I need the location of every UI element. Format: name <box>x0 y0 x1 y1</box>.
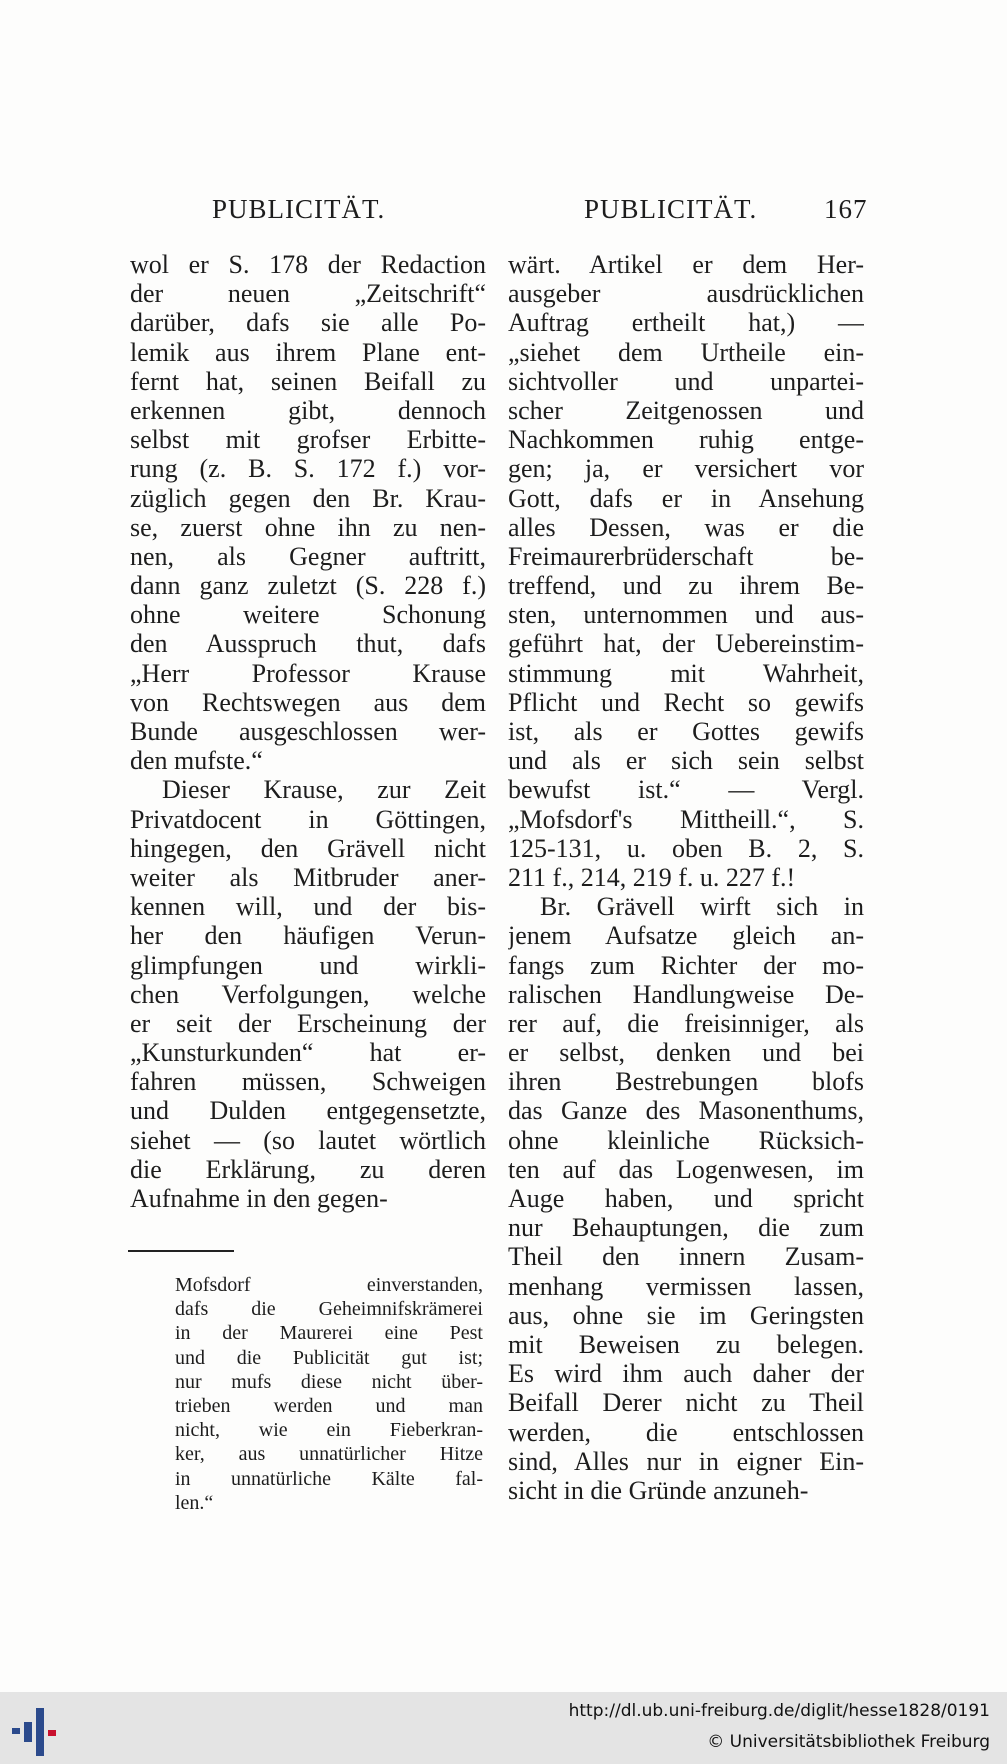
text-line: sten, unternommen und aus- <box>508 600 864 630</box>
text-line: den Ausspruch thut, dafs <box>130 629 486 659</box>
text-line: ohne weitere Schonung <box>130 600 486 630</box>
text-line: Privatdocent in Göttingen, <box>130 804 486 834</box>
header-right-title: PUBLICITÄT. <box>584 194 758 224</box>
text-line: ker, aus unnatürlicher Hitze <box>175 1443 483 1466</box>
text-line: geführt hat, der Uebereinstim- <box>508 629 864 659</box>
text-line: nen, als Gegner auftritt, <box>130 541 486 571</box>
left-column <box>130 250 486 1213</box>
text-line: das Ganze des Masonenthums, <box>508 1096 864 1126</box>
text-line: Bunde ausgeschlossen wer- <box>130 717 486 746</box>
text-line: dann ganz zuletzt (S. 228 f.) <box>130 571 486 601</box>
text-line: sicht in die Gründe anzuneh- <box>508 1475 809 1505</box>
text-line: dafs die Geheimnifskrämerei <box>175 1298 483 1321</box>
text-line: ohne kleinliche Rücksich- <box>508 1125 864 1155</box>
right-column <box>508 250 864 1505</box>
text-line: treffend, und zu ihrem Be- <box>508 571 864 601</box>
text-line: züglich gegen den Br. Krau- <box>130 483 486 513</box>
footnote-rule <box>128 1250 234 1252</box>
text-line: hingegen, den Grävell nicht <box>130 833 486 863</box>
text-line: her den häufigen Verun- <box>130 921 486 951</box>
text-line: wärt. Artikel er dem Her- <box>508 250 864 279</box>
text-line: sichtvoller und unpartei- <box>508 366 864 396</box>
text-line: chen Verfolgungen, welche <box>130 979 486 1009</box>
text-line: siehet — (so lautet wörtlich <box>130 1125 486 1155</box>
text-line: rer auf, die freisinniger, als <box>508 1008 864 1038</box>
text-line: den mufste.“ <box>130 746 263 776</box>
header-left-title: PUBLICITÄT. <box>212 194 386 224</box>
text-line: Es wird ihm auch daher der <box>508 1359 864 1389</box>
text-line: nur mufs diese nicht über- <box>175 1370 483 1393</box>
text-line: Auftrag ertheilt hat,) — <box>508 308 864 338</box>
text-line: nicht, wie ein Fieberkran- <box>175 1419 483 1442</box>
text-line: nur Behauptungen, die zum <box>508 1213 864 1243</box>
text-line: in der Maurerei eine Pest <box>175 1322 483 1345</box>
text-line: ist, als er Gottes gewifs <box>508 717 864 746</box>
text-line: fahren müssen, Schweigen <box>130 1067 486 1097</box>
page-url[interactable]: http://dl.ub.uni-freiburg.de/diglit/hesse1828/0191 <box>568 1701 990 1721</box>
text-line: „Kunsturkunden“ hat er- <box>130 1038 486 1068</box>
text-line: se, zuerst ohne ihn zu nen- <box>130 512 486 542</box>
copyright-text: © Universitätsbibliothek Freiburg <box>707 1732 990 1752</box>
text-line: der neuen „Zeitschrift“ <box>130 279 486 309</box>
page-number: 167 <box>824 194 868 224</box>
footnote <box>175 1273 483 1515</box>
text-line: Mofsdorf einverstanden, <box>175 1274 483 1296</box>
text-line: glimpfungen und wirkli- <box>130 950 486 980</box>
text-line: aus, ohne sie im Geringsten <box>508 1300 864 1330</box>
text-line: gen; ja, er versichert vor <box>508 454 864 484</box>
text-line: Auge haben, und spricht <box>508 1184 864 1213</box>
text-line: Nachkommen ruhig entge- <box>508 425 864 455</box>
text-line: bewufst ist.“ — Vergl. <box>508 775 864 805</box>
text-line: lemik aus ihrem Plane ent- <box>130 337 486 367</box>
text-line: von Rechtswegen aus dem <box>130 687 486 717</box>
text-line: trieben werden und man <box>175 1394 483 1417</box>
text-line: menhang vermissen lassen, <box>508 1271 864 1301</box>
text-line: Gott, dafs er in Ansehung <box>508 483 864 513</box>
text-line: darüber, dafs sie alle Po- <box>130 308 486 338</box>
text-line: er selbst, denken und bei <box>508 1038 864 1068</box>
text-line: mit Beweisen zu belegen. <box>508 1329 864 1359</box>
text-line: Aufnahme in den gegen- <box>130 1184 388 1213</box>
text-line: die Erklärung, zu deren <box>130 1154 486 1184</box>
text-line: selbst mit grofser Erbitte- <box>130 425 486 455</box>
running-header <box>0 194 1007 234</box>
text-line: 211 f., 214, 219 f. u. 227 f.! <box>508 862 796 892</box>
ub-freiburg-logo-icon[interactable] <box>12 1708 64 1756</box>
text-line: ralischen Handlungweise De- <box>508 979 864 1009</box>
text-line: Freimaurerbrüderschaft be- <box>508 541 864 571</box>
text-line: „siehet dem Urtheile ein- <box>508 337 864 367</box>
text-line: in unnatürliche Kälte fal- <box>175 1467 483 1490</box>
text-line: alles Dessen, was er die <box>508 512 864 542</box>
text-line: Beifall Derer nicht zu Theil <box>508 1388 864 1418</box>
text-line: scher Zeitgenossen und <box>508 395 864 425</box>
viewer-footer <box>0 1692 1007 1764</box>
text-line: „Herr Professor Krause <box>130 658 486 688</box>
text-line: fernt hat, seinen Beifall zu <box>130 366 486 396</box>
text-line: ihren Bestrebungen blofs <box>508 1067 864 1097</box>
text-line: werden, die entschlossen <box>508 1417 864 1447</box>
text-line: Pflicht und Recht so gewifs <box>508 687 864 717</box>
text-line: weiter als Mitbruder aner- <box>130 862 486 892</box>
text-line: kennen will, und der bis- <box>130 892 486 922</box>
text-line: und die Publicität gut ist; <box>175 1346 483 1369</box>
text-line: „Mofsdorf's Mittheill.“, S. <box>508 804 864 834</box>
text-line: stimmung mit Wahrheit, <box>508 658 864 688</box>
text-line: jenem Aufsatze gleich an- <box>508 921 864 951</box>
text-line: erkennen gibt, dennoch <box>130 395 486 425</box>
text-line: 125-131, u. oben B. 2, S. <box>508 833 864 863</box>
text-line: Dieser Krause, zur Zeit <box>162 775 486 805</box>
text-line: Theil den innern Zusam- <box>508 1242 864 1272</box>
text-line: len.“ <box>175 1491 214 1514</box>
text-line: er seit der Erscheinung der <box>130 1008 486 1038</box>
text-line: rung (z. B. S. 172 f.) vor- <box>130 454 486 484</box>
text-line: und als er sich sein selbst <box>508 746 864 776</box>
text-line: ten auf das Logenwesen, im <box>508 1154 864 1184</box>
text-line: ausgeber ausdrücklichen <box>508 279 864 309</box>
text-line: sind, Alles nur in eigner Ein- <box>508 1446 864 1476</box>
text-line: und Dulden entgegensetzte, <box>130 1096 486 1126</box>
text-line: Br. Grävell wirft sich in <box>540 892 864 922</box>
text-line: wol er S. 178 der Redaction <box>130 250 486 279</box>
text-line: fangs zum Richter der mo- <box>508 950 864 980</box>
